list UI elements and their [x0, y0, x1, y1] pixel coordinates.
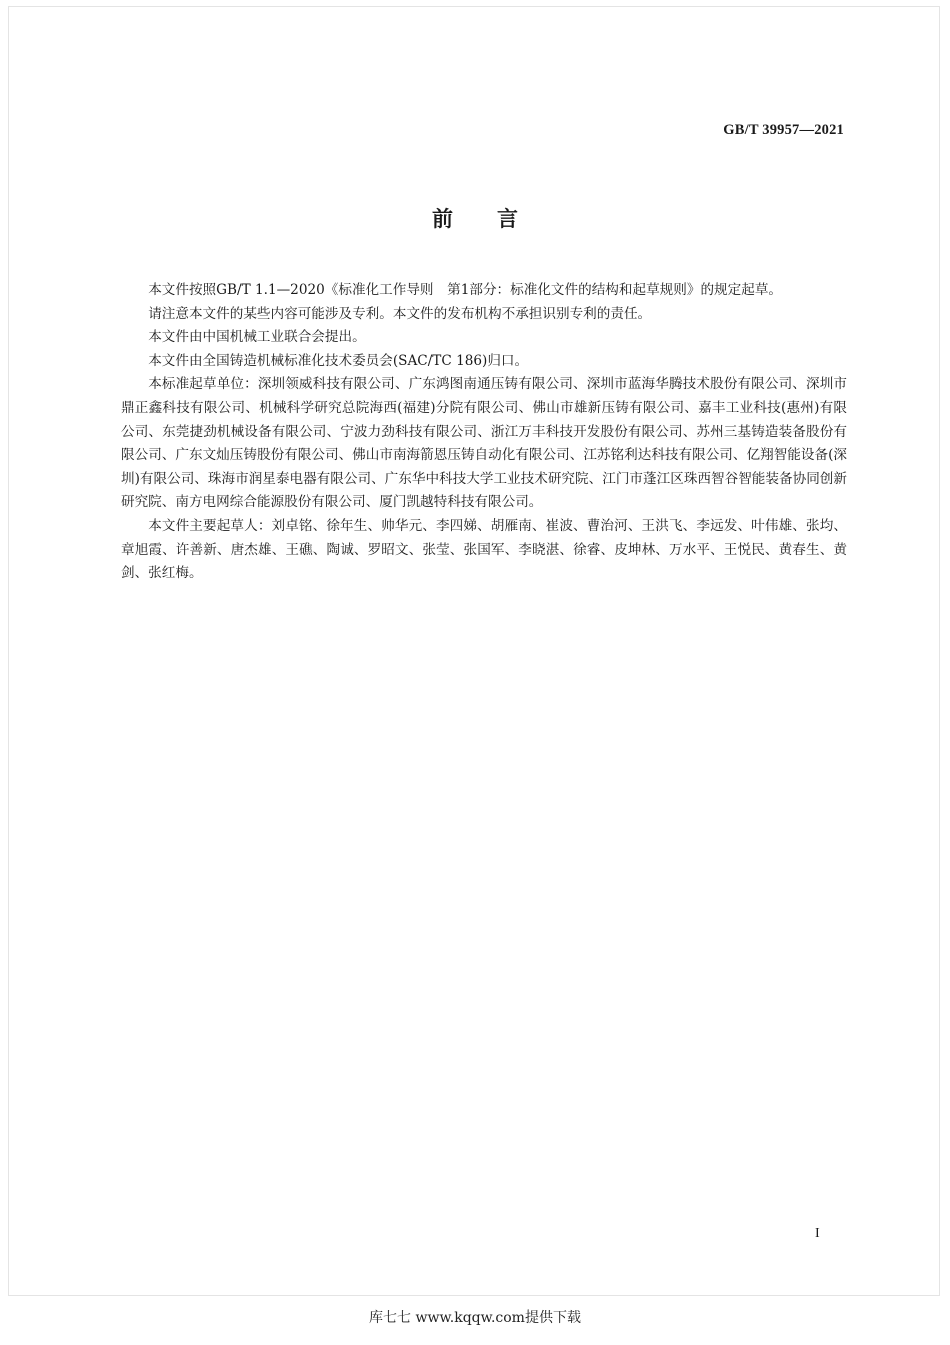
- document-page: [8, 6, 940, 1296]
- paragraph-drafters: 本文件主要起草人：刘卓铭、徐年生、帅华元、李四娣、胡雁南、崔波、曹治河、王洪飞、李远发、叶伟雄、张均、章旭霞、许善新、唐杰雄、王礁、陶诚、罗昭文、张莹、张国军、李晓湛、徐睿、皮坤林、万水平、王悦民、黄春生、黄剑、张红梅。: [121, 517, 847, 582]
- download-footer: 库七七 www.kqqw.com提供下载: [369, 1310, 581, 1326]
- foreword-body: [121, 279, 847, 586]
- paragraph-drafting-rules: 本文件按照GB/T 1.1—2020《标准化工作导则 第1部分：标准化文件的结构和起草规则》的规定起草。: [148, 282, 783, 298]
- paragraph-patent-notice: 请注意本文件的某些内容可能涉及专利。本文件的发布机构不承担识别专利的责任。: [148, 305, 652, 322]
- page-number: I: [815, 1226, 820, 1241]
- paragraph-drafting-organizations: 本标准起草单位：深圳领威科技有限公司、广东鸿图南通压铸有限公司、深圳市蓝海华腾技术股份有限公司、深圳市鼎正鑫科技有限公司、机械科学研究总院海西(福建)分院有限公司、佛山市雄新压铸有限公司、嘉丰工业科技(惠州)有限公司、东莞捷劲机械设备有限公司、宁波力劲科技有限公司、浙江万丰科技开发股份有限公司、苏州三基铸造装备股份有限公司、广东文灿压铸股份有限公司、佛山市南海箭恩压铸自动化有限公司、江苏铭利达科技有限公司、亿翔智能设备(深圳)有限公司、珠海市润星泰电器有限公司、广东华中科技大学工业技术研究院、江门市蓬江区珠西智谷智能装备协同创新研究院、南方电网综合能源股份有限公司、厦门凯越特科技有限公司。: [121, 376, 847, 511]
- paragraph-technical-committee: 本文件由全国铸造机械标准化技术委员会(SAC/TC 186)归口。: [148, 352, 529, 369]
- paragraph-proposer: 本文件由中国机械工业联合会提出。: [148, 329, 366, 346]
- section-heading-foreword: 前言: [432, 206, 562, 231]
- standard-number: GB/T 39957—2021: [723, 122, 844, 138]
